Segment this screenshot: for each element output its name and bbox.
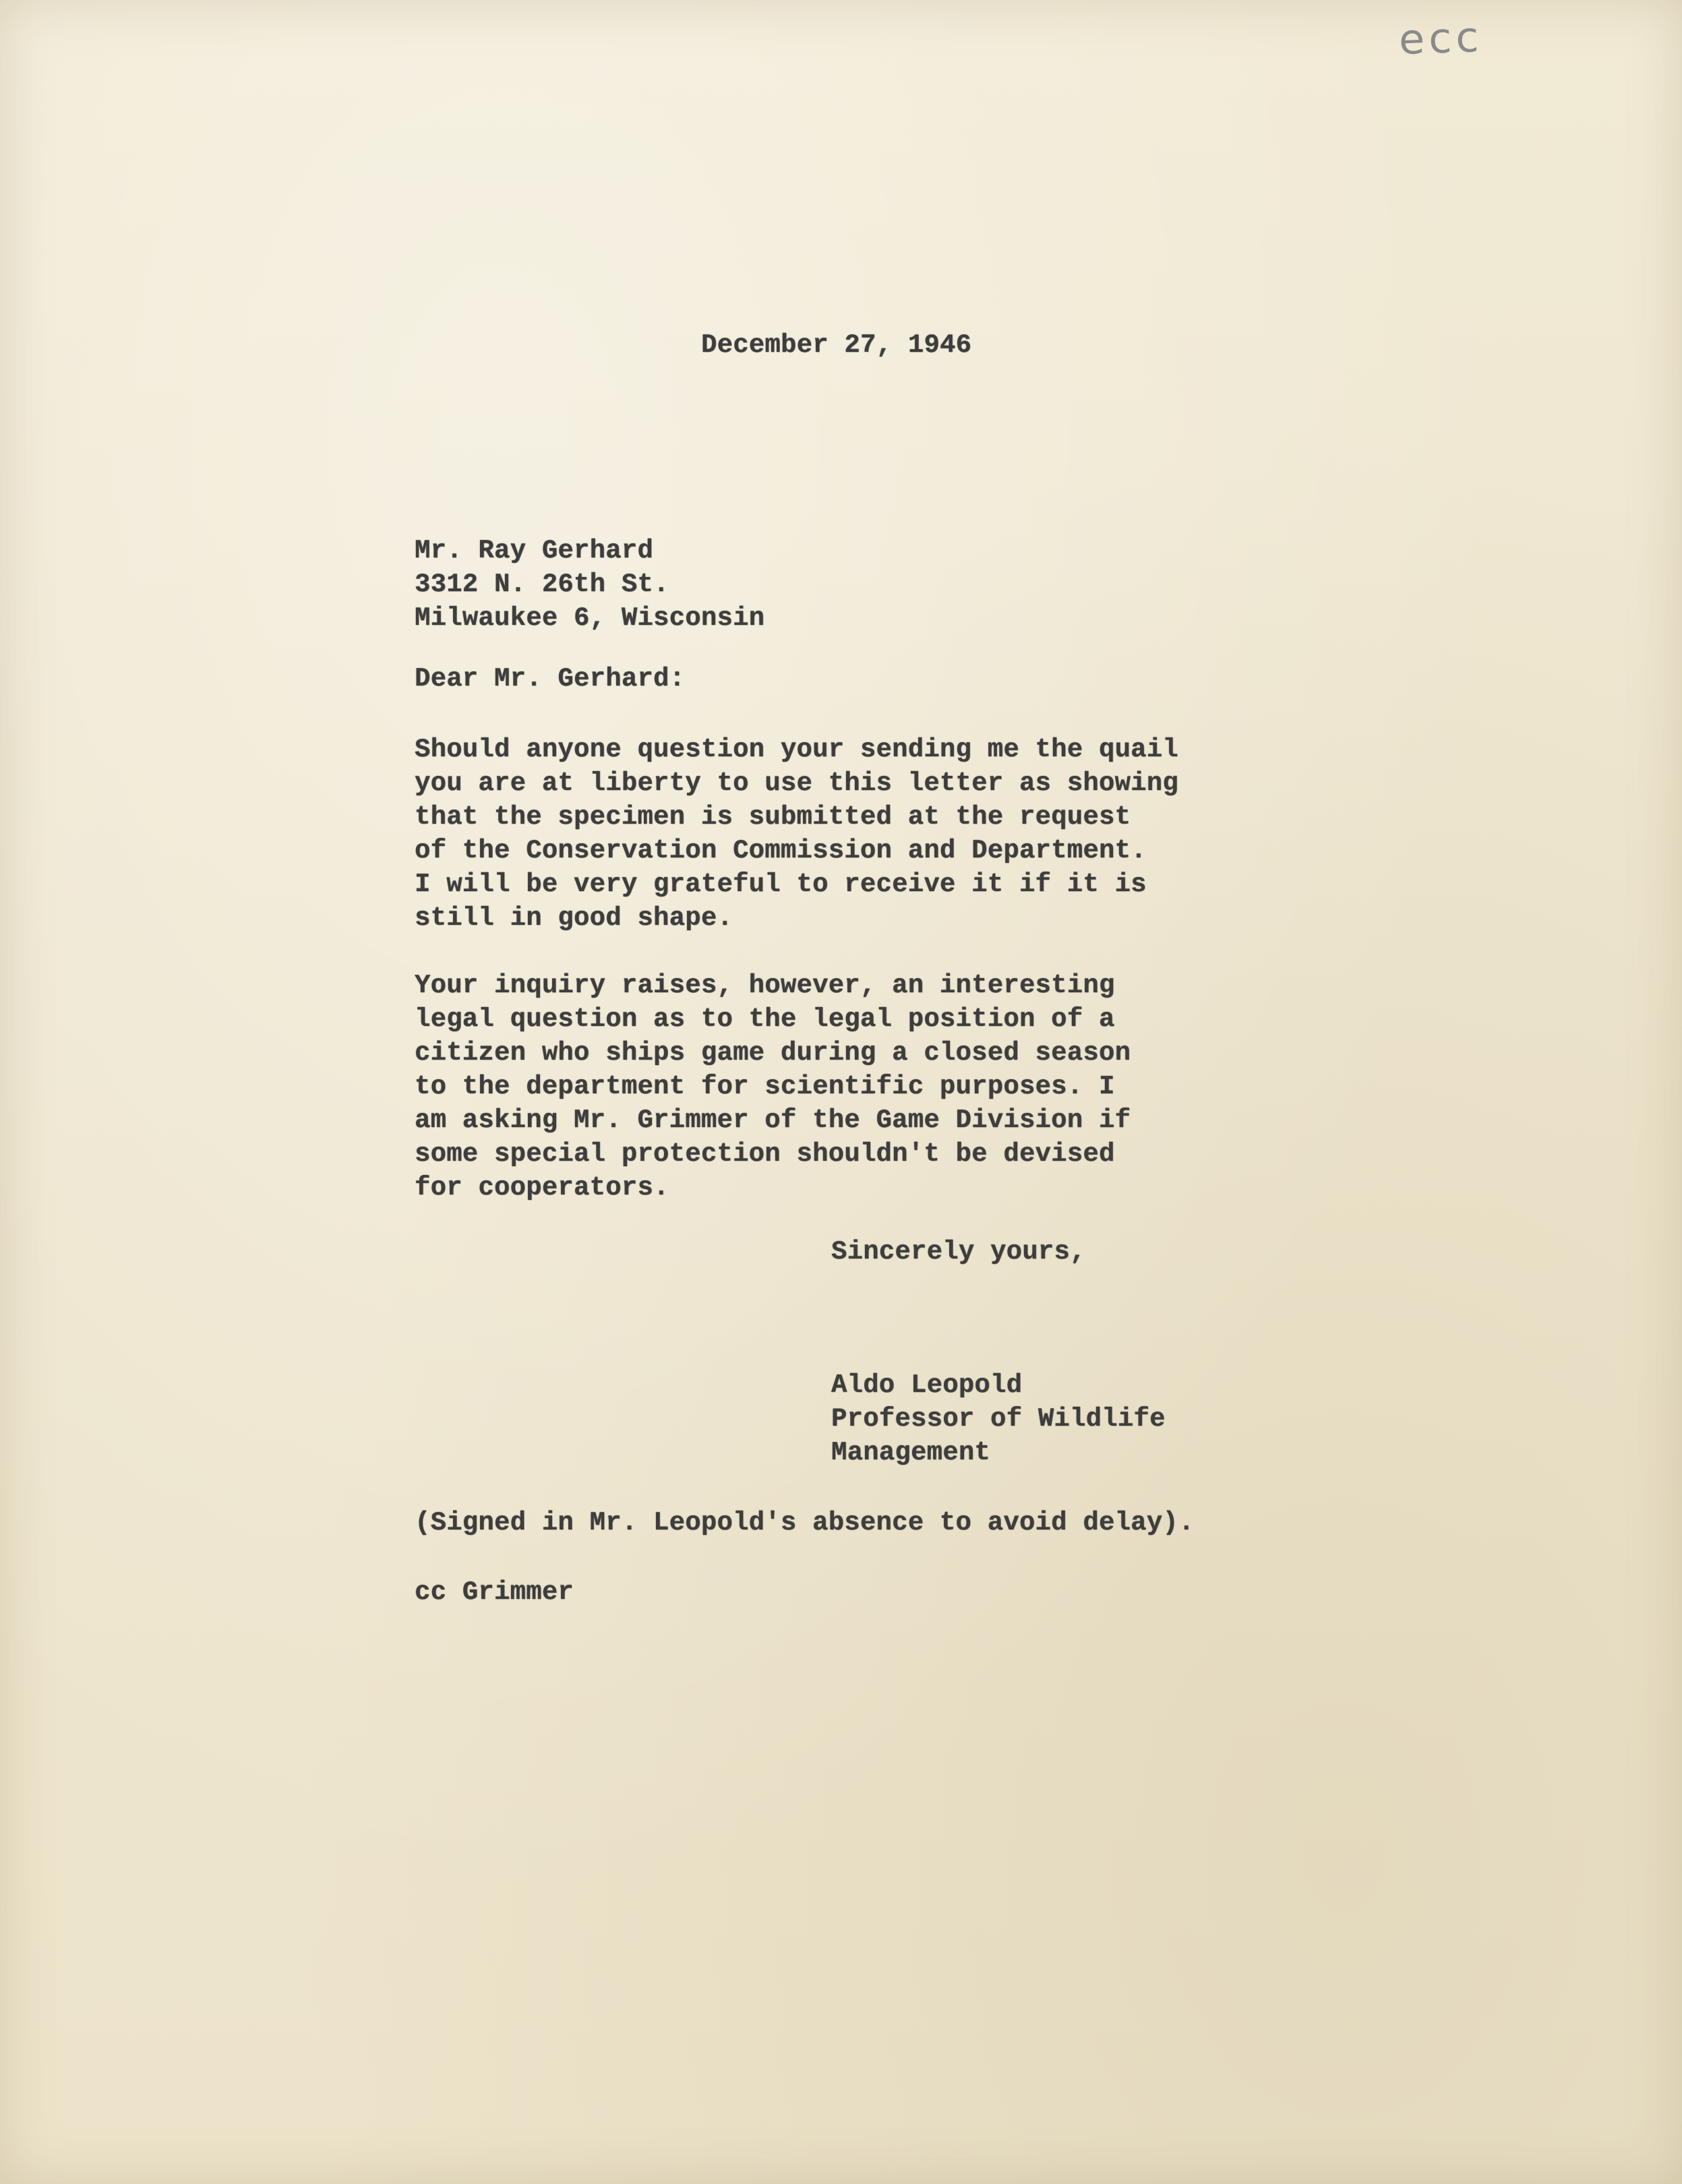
body-paragraph-2 <box>415 971 1131 1207</box>
paragraph-line: you are at liberty to use this letter as showing <box>415 768 1178 798</box>
recipient-street: 3312 N. 26th St. <box>415 570 669 599</box>
paragraph-line: to the department for scientific purposes. I <box>415 1072 1115 1101</box>
handwritten-annotation: ecc <box>1398 11 1484 65</box>
paragraph-line: some special protection shouldn't be devised <box>415 1139 1115 1169</box>
paragraph-line: that the specimen is submitted at the request <box>415 802 1131 832</box>
body-paragraph-1 <box>415 735 1178 937</box>
paragraph-line: for cooperators. <box>415 1173 669 1203</box>
signer-title-line-1: Professor of Wildlife <box>831 1404 1166 1434</box>
letter-date: December 27, 1946 <box>701 330 972 360</box>
paragraph-line: still in good shape. <box>415 903 733 933</box>
salutation: Dear Mr. Gerhard: <box>415 664 686 694</box>
paragraph-line: citizen who ships game during a closed season <box>415 1038 1131 1068</box>
paragraph-line: Your inquiry raises, however, an interesting <box>415 971 1115 1000</box>
signer-name: Aldo Leopold <box>831 1370 1023 1400</box>
paragraph-line: of the Conservation Commission and Department. <box>415 836 1147 866</box>
recipient-city: Milwaukee 6, Wisconsin <box>415 603 765 633</box>
recipient-name: Mr. Ray Gerhard <box>415 536 654 566</box>
paragraph-line: am asking Mr. Grimmer of the Game Division if <box>415 1105 1131 1135</box>
signer-title-line-2: Management <box>831 1438 991 1467</box>
signature-block <box>831 1370 1166 1472</box>
carbon-copy-line: cc Grimmer <box>415 1577 574 1607</box>
recipient-address <box>415 536 764 637</box>
paragraph-line: Should anyone question your sending me the quail <box>415 735 1178 764</box>
signed-in-absence-note: (Signed in Mr. Leopold's absence to avoid delay). <box>415 1508 1195 1538</box>
closing: Sincerely yours, <box>831 1237 1086 1267</box>
paragraph-line: I will be very grateful to receive it if it is <box>415 870 1147 899</box>
paragraph-line: legal question as to the legal position of a <box>415 1004 1115 1034</box>
